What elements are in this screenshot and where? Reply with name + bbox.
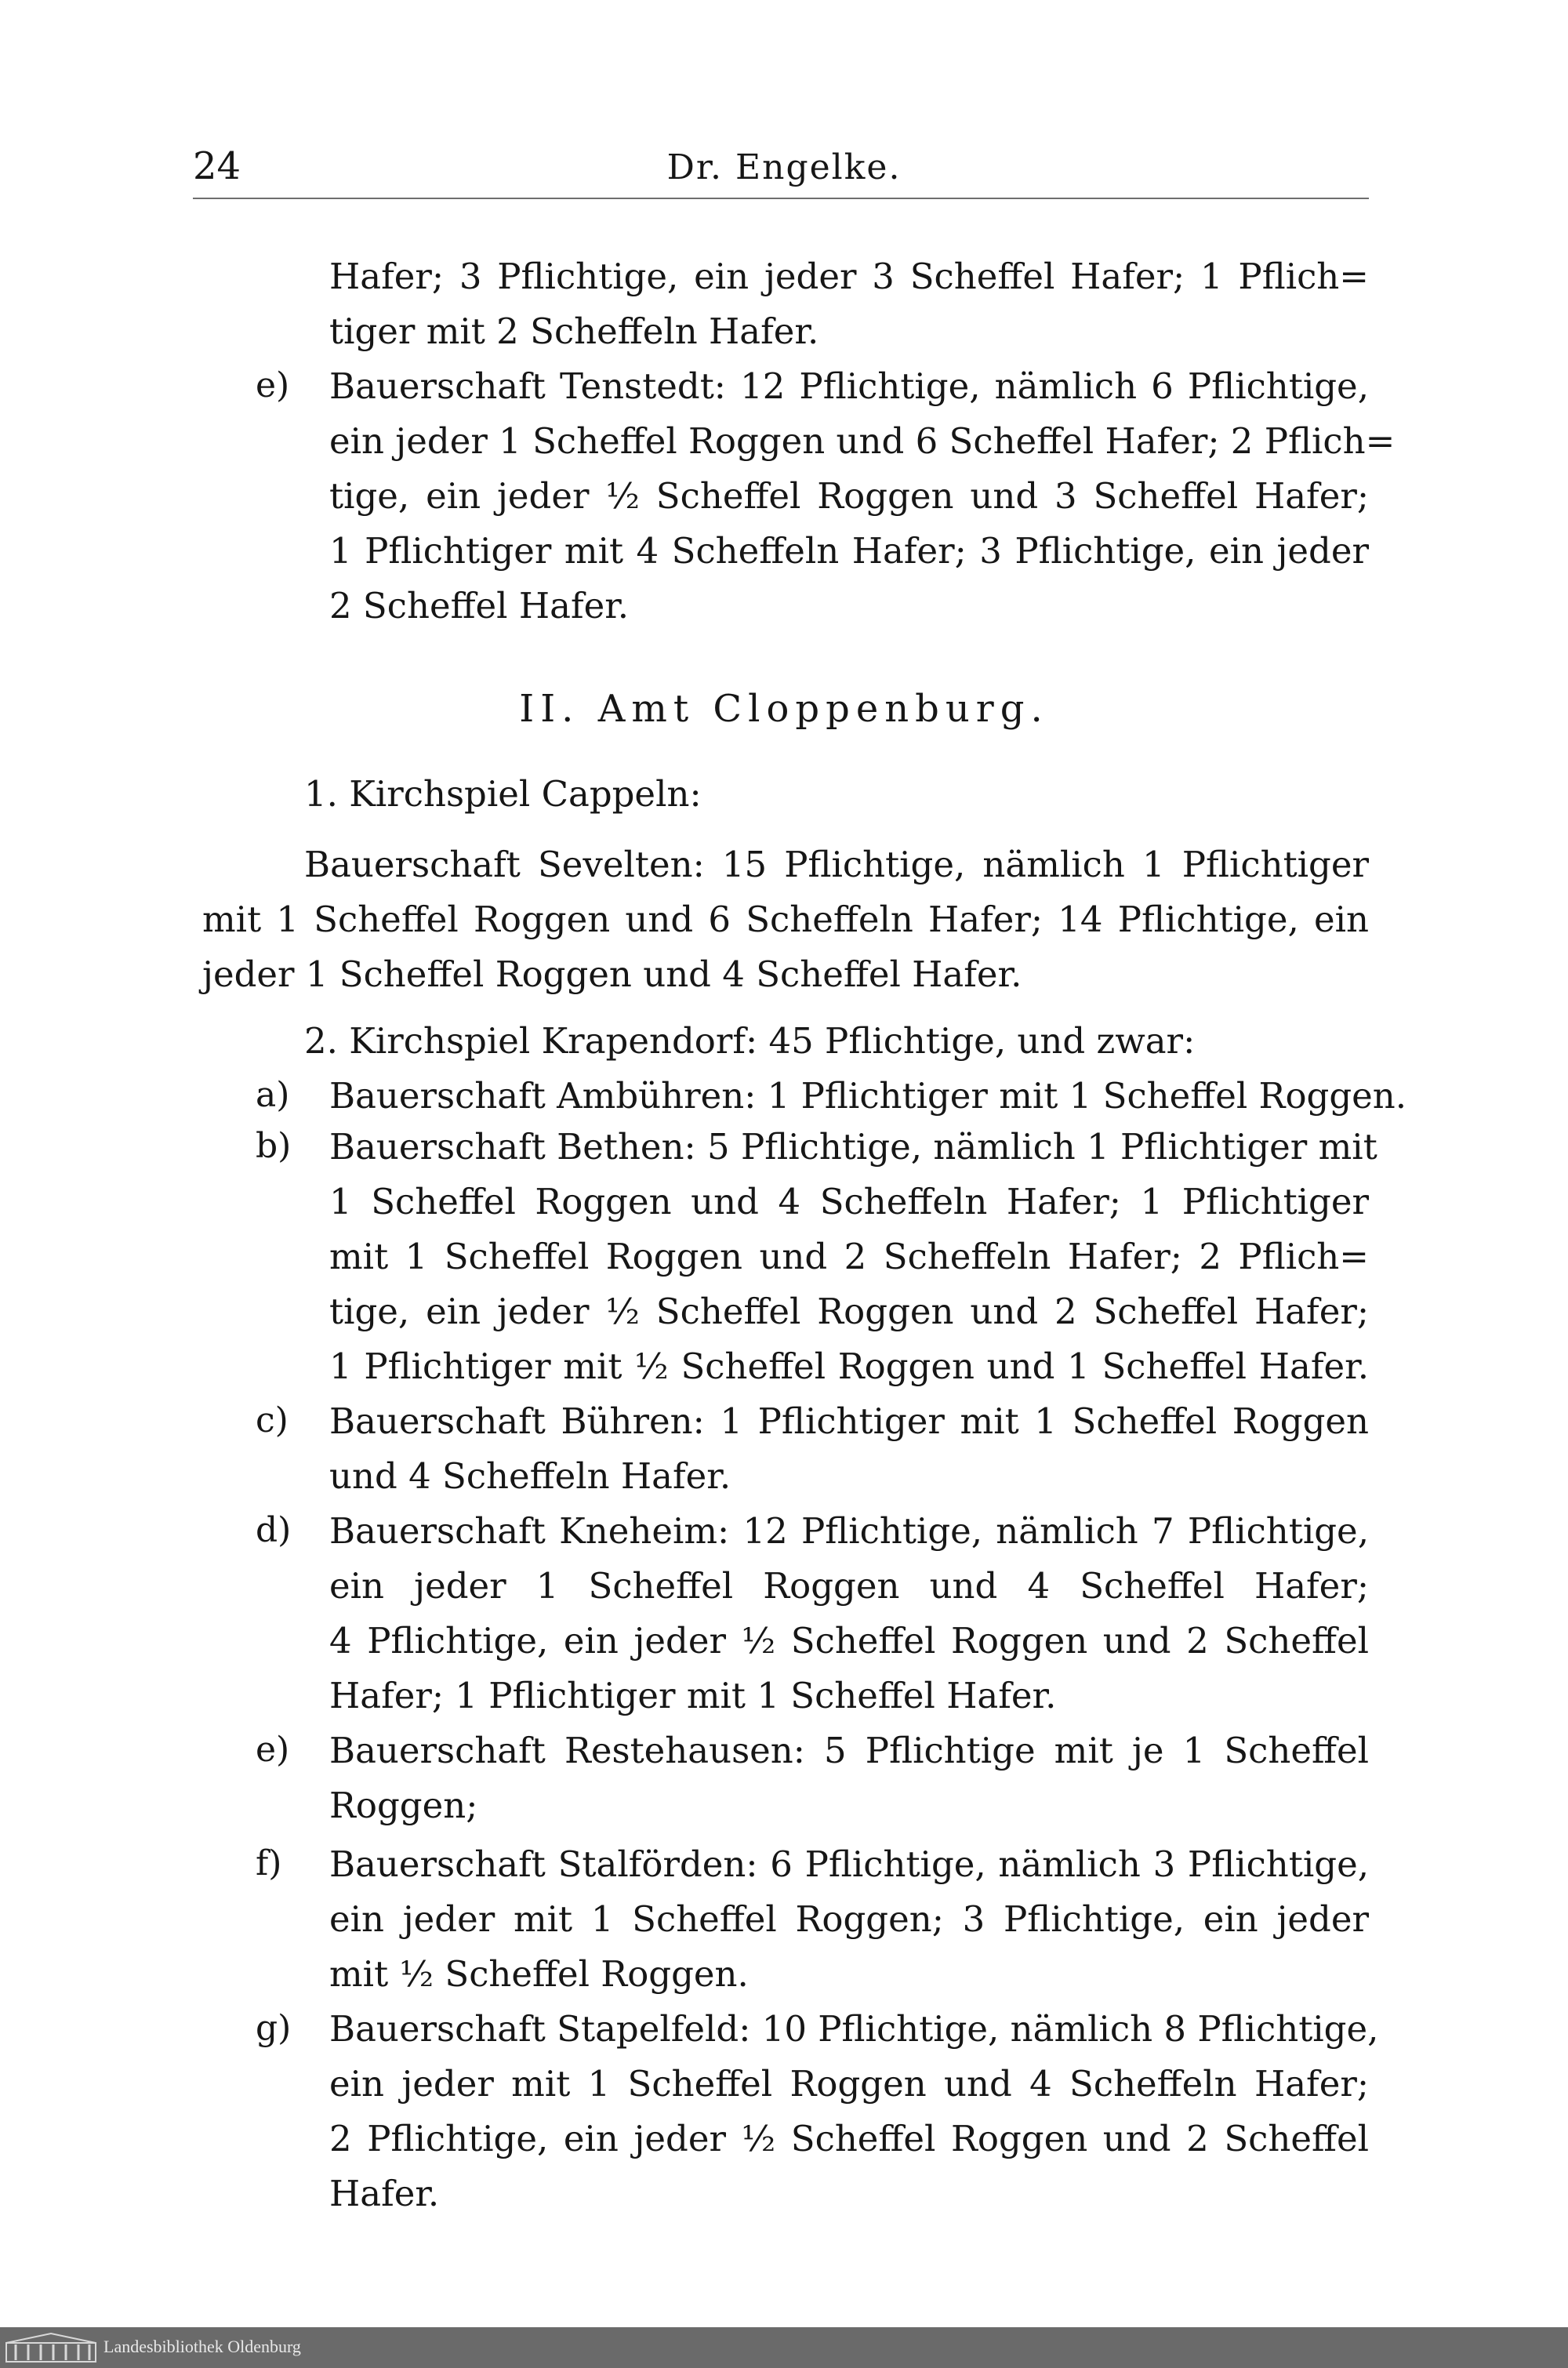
list-marker: c) — [256, 1400, 289, 1440]
text-line: Bauerschaft Kneheim: 12 Pflichtige, nämlich 7 Pflichtige, — [329, 1510, 1369, 1552]
text-line: mit 1 Scheffel Roggen und 2 Scheffeln Hafer; 2 Pflich= — [329, 1236, 1369, 1277]
running-head: Dr. Engelke. — [666, 147, 902, 187]
text-line: ein jeder 1 Scheffel Roggen und 4 Scheffel Hafer; — [329, 1565, 1369, 1607]
list-marker: f) — [256, 1843, 282, 1883]
text-line: mit 1 Scheffel Roggen und 6 Scheffeln Hafer; 14 Pflichtige, ein — [202, 899, 1369, 940]
text-line: Bauerschaft Sevelten: 15 Pflichtige, nämlich 1 Pflichtiger — [304, 844, 1369, 885]
text-line: tige, ein jeder ½ Scheffel Roggen und 3 Scheffel Hafer; — [329, 475, 1369, 517]
text-line: tiger mit 2 Scheffeln Hafer. — [329, 311, 819, 352]
library-name: Landesbibliothek Oldenburg — [103, 2337, 301, 2356]
text-line: Hafer; 3 Pflichtige, ein jeder 3 Scheffel Hafer; 1 Pflich= — [329, 256, 1369, 297]
text-line: und 4 Scheffeln Hafer. — [329, 1455, 731, 1497]
list-marker: e) — [256, 1730, 290, 1770]
text-line: 1 Pflichtiger mit 4 Scheffeln Hafer; 3 Pflichtige, ein jeder — [329, 530, 1369, 572]
text-line: Bauerschaft Bühren: 1 Pflichtiger mit 1 Scheffel Roggen — [329, 1400, 1369, 1442]
subsection-heading: 1. Kirchspiel Cappeln: — [304, 773, 702, 815]
text-line: Hafer; 1 Pflichtiger mit 1 Scheffel Hafer. — [329, 1675, 1057, 1716]
text-line: tige, ein jeder ½ Scheffel Roggen und 2 Scheffel Hafer; — [329, 1291, 1369, 1332]
text-line: 1 Scheffel Roggen und 4 Scheffeln Hafer; 1 Pflichtiger — [329, 1181, 1369, 1222]
text-line: Bauerschaft Tenstedt: 12 Pflichtige, nämlich 6 Pflichtige, — [329, 365, 1369, 407]
text-line: 1 Pflichtiger mit ½ Scheffel Roggen und 1 Scheffel Hafer. — [329, 1346, 1369, 1387]
text-line: Bauerschaft Bethen: 5 Pflichtige, nämlich 1 Pflichtiger mit — [329, 1126, 1377, 1168]
header-rule — [193, 198, 1369, 199]
list-marker: d) — [256, 1510, 292, 1550]
text-line: Bauerschaft Ambühren: 1 Pflichtiger mit 1 Scheffel Roggen. — [329, 1075, 1407, 1117]
text-line: ein jeder 1 Scheffel Roggen und 6 Scheffel Hafer; 2 Pflich= — [329, 420, 1396, 462]
list-marker: g) — [256, 2008, 292, 2048]
footer-bar — [0, 2327, 1568, 2368]
list-marker: b) — [256, 1126, 292, 1166]
section-title: II. Amt Cloppenburg. — [519, 687, 1049, 731]
list-marker: e) — [256, 365, 290, 405]
text-line: Hafer. — [329, 2173, 440, 2214]
text-line: 4 Pflichtige, ein jeder ½ Scheffel Roggen und 2 Scheffel — [329, 1620, 1369, 1662]
text-line: jeder 1 Scheffel Roggen und 4 Scheffel Hafer. — [202, 953, 1022, 995]
text-line: 2 Pflichtige, ein jeder ½ Scheffel Roggen und 2 Scheffel — [329, 2118, 1369, 2159]
text-line: Bauerschaft Stalförden: 6 Pflichtige, nämlich 3 Pflichtige, — [329, 1843, 1369, 1885]
subsection-heading: 2. Kirchspiel Krapendorf: 45 Pflichtige, und zwar: — [304, 1020, 1196, 1062]
page-number: 24 — [193, 144, 241, 188]
text-line: Roggen; — [329, 1785, 478, 1826]
text-line: ein jeder mit 1 Scheffel Roggen; 3 Pflichtige, ein jeder — [329, 1898, 1369, 1940]
text-line: Bauerschaft Restehausen: 5 Pflichtige mit je 1 Scheffel — [329, 1730, 1369, 1771]
list-marker: a) — [256, 1075, 290, 1115]
library-building-icon — [5, 2332, 97, 2363]
text-line: mit ½ Scheffel Roggen. — [329, 1953, 749, 1995]
text-line: 2 Scheffel Hafer. — [329, 585, 630, 627]
text-line: ein jeder mit 1 Scheffel Roggen und 4 Scheffeln Hafer; — [329, 2063, 1369, 2105]
text-line: Bauerschaft Stapelfeld: 10 Pflichtige, nämlich 8 Pflichtige, — [329, 2008, 1379, 2050]
